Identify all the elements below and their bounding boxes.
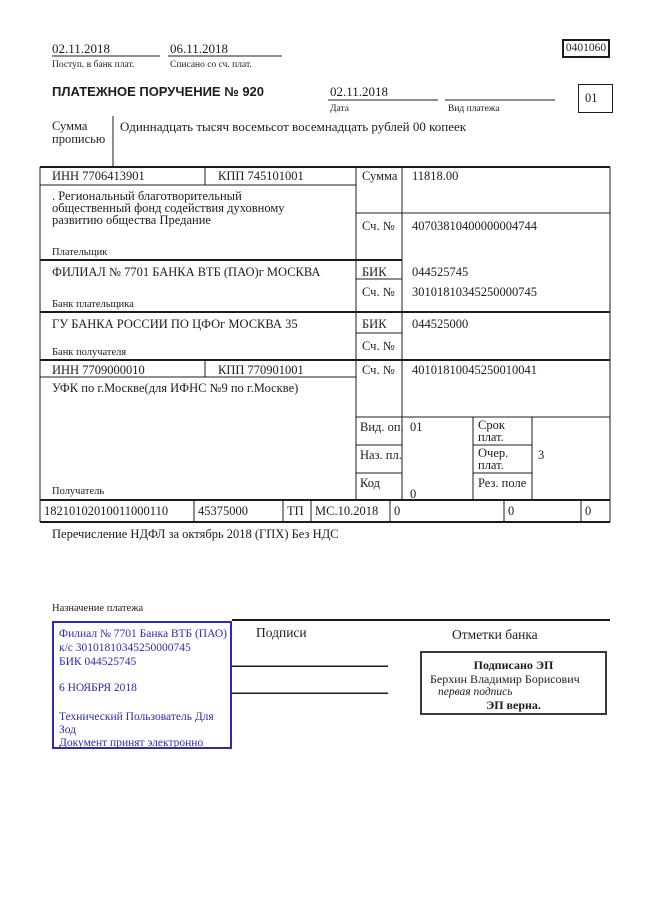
kbk-value: 18210102010011000110 [44, 504, 169, 518]
payer-section-label: Плательщик [52, 247, 108, 258]
amount-label: Сумма [362, 169, 398, 183]
amount-in-words-label: Сумма прописью [52, 119, 106, 146]
code-value: 0 [410, 487, 417, 501]
payee-kpp: КПП 770901001 [218, 363, 304, 377]
stamp-bik: БИК 044525745 [59, 656, 137, 668]
payee-bank-section-label: Банк получателя [52, 347, 127, 358]
ep-verified-label: ЭП верна. [486, 698, 541, 712]
amount-value: 11818.00 [412, 169, 459, 183]
payee-bank-bik-label: БИК [362, 317, 387, 331]
payer-account-value: 40703810400000004744 [412, 219, 537, 233]
bank-electronic-stamp [52, 621, 232, 749]
document-date-label: Дата [330, 104, 349, 114]
form-code-box: 0401060 [562, 39, 610, 58]
received-in-bank-date: 02.11.2018 [52, 41, 111, 56]
received-in-bank-label: Поступ. в банк плат. [52, 60, 135, 70]
stamp-user-line: Зод [59, 724, 77, 736]
tax-period-value: МС.10.2018 [315, 504, 379, 518]
payer-bank-name: ФИЛИАЛ № 7701 БАНКА ВТБ (ПАО)г МОСКВА [52, 265, 321, 279]
code-label: Код [360, 476, 380, 490]
payee-inn: ИНН 7709000010 [52, 363, 145, 377]
payee-account-value: 40101810045250010041 [412, 363, 537, 377]
debited-from-account-date: 06.11.2018 [170, 41, 229, 56]
signatures-heading: Подписи [256, 625, 307, 640]
purpose-code-label: Наз. пл. [360, 448, 402, 462]
stamp-user-line: Технический Пользователь Для [59, 711, 214, 723]
stamp-bank-name: Филиал № 7701 Банка ВТБ (ПАО) [59, 628, 227, 640]
electronic-signature-stamp [420, 651, 607, 715]
payer-account-label: Сч. № [362, 219, 395, 233]
bank-marks-heading: Отметки банка [452, 627, 538, 642]
document-date-value: 02.11.2018 [330, 84, 389, 99]
payer-bank-account-label: Сч. № [362, 285, 395, 299]
stamp-corr-account: к/с 30101810345250000745 [59, 642, 191, 654]
signer-name: Берхин Владимир Борисович [430, 672, 580, 686]
payee-bank-bik-value: 044525000 [412, 317, 469, 331]
operation-kind-value: 01 [410, 420, 423, 434]
payee-name: УФК по г.Москве(для ИФНС №9 по г.Москве) [52, 381, 299, 395]
payment-basis-value: ТП [287, 504, 304, 518]
payer-bank-bik-value: 044525745 [412, 265, 469, 279]
operation-kind-label: Вид. оп. [360, 420, 404, 434]
amount-in-words-text: Одиннадцать тысяч восемьсот восемнадцать рублей 00 копеек [120, 119, 467, 134]
priority-value: 3 [538, 448, 545, 462]
priority-label: Очер. плат. [478, 446, 509, 472]
payment-purpose-label: Назначение платежа [52, 603, 144, 614]
signed-by-ep-label: Подписано ЭП [473, 658, 554, 672]
payment-status-box: 01 [578, 84, 613, 113]
payment-kind-label: Вид платежа [448, 104, 500, 114]
payment-purpose-text: Перечисление НДФЛ за октябрь 2018 (ГПХ) Без НДС [52, 527, 339, 541]
payee-bank-account-label: Сч. № [362, 339, 395, 353]
payee-bank-name: ГУ БАНКА РОССИИ ПО ЦФОг МОСКВА 35 [52, 317, 298, 331]
payee-account-label: Сч. № [362, 363, 395, 377]
payee-section-label: Получатель [52, 486, 105, 497]
signature-kind: первая подпись [438, 686, 513, 698]
payer-inn: ИНН 7706413901 [52, 169, 145, 183]
stamp-accepted-line: Документ принят электронно [59, 737, 204, 749]
debited-from-account-label: Списано со сч. плат. [170, 60, 252, 70]
stamp-date: 6 НОЯБРЯ 2018 [59, 682, 137, 694]
tax-payment-type-value: 0 [585, 504, 592, 518]
payer-name-line: развитию общества Предание [52, 213, 211, 227]
reserve-field-label: Рез. поле [478, 476, 527, 490]
payer-bank-section-label: Банк плательщика [52, 299, 134, 310]
payer-name-line: . Региональный благотворительный [52, 189, 242, 203]
tax-doc-number-value: 0 [394, 504, 401, 518]
oktmo-value: 45375000 [198, 504, 248, 518]
tax-doc-date-value: 0 [508, 504, 515, 518]
payer-bank-account-value: 30101810345250000745 [412, 285, 537, 299]
payment-term-label: Срок плат. [478, 418, 505, 444]
payer-bank-bik-label: БИК [362, 265, 387, 279]
document-title: ПЛАТЕЖНОЕ ПОРУЧЕНИЕ № 920 [52, 84, 265, 99]
payer-kpp: КПП 745101001 [218, 169, 304, 183]
payer-name-line: общественный фонд содействия духовному [52, 201, 285, 215]
